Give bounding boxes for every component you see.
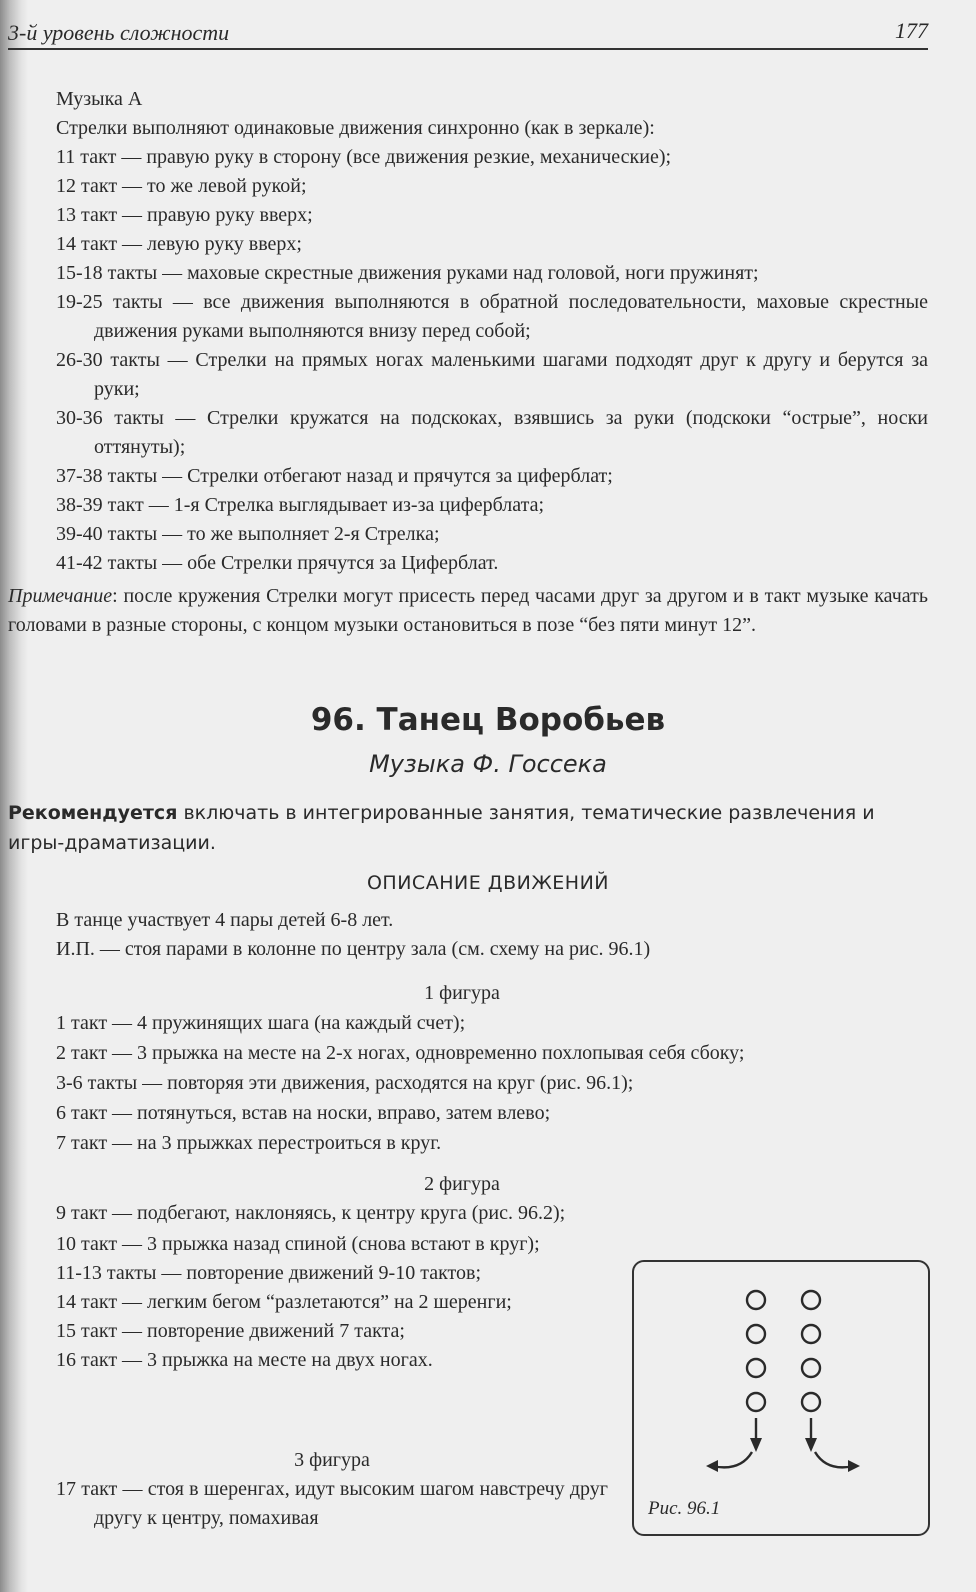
dance-subtitle: Музыка Ф. Госсека: [369, 750, 607, 778]
figure-2-steps: [56, 1230, 608, 1375]
figure-2-heading: 2 фигура: [424, 1173, 500, 1195]
step-line: 39-40 такты — то же выполняет 2-я Стрелка;: [56, 523, 440, 545]
dancer-marker: [802, 1291, 820, 1309]
step-line: 30-36 такты — Стрелки кружатся на подскоках, взявшись за руки (подскоки “острые”, носки оттянуты);: [56, 407, 928, 458]
dancer-marker: [747, 1291, 765, 1309]
step-line: 19-25 такты — все движения выполняются в обратной последовательности, маховые скрестные движения руками выполняются внизу перед собой;: [56, 291, 928, 342]
step-line: 3-6 такты — повторяя эти движения, расходятся на круг (рис. 96.1);: [56, 1072, 634, 1094]
step-line: 12 такт — то же левой рукой;: [56, 175, 307, 197]
step-line: 26-30 такты — Стрелки на прямых ногах маленькими шагами подходят друг к другу и берутся за руки;: [56, 349, 928, 400]
step-line: 41-42 такты — обе Стрелки прячутся за Циферблат.: [56, 552, 499, 574]
note-paragraph: [8, 582, 928, 640]
arrowhead: [706, 1460, 718, 1472]
previous-dance-section: [56, 85, 928, 578]
running-header: [8, 14, 928, 50]
dancer-marker: [747, 1325, 765, 1343]
step-line: 13 такт — правую руку вверх;: [56, 204, 313, 226]
step-line: 15-18 такты — маховые скрестные движения руками над головой, ноги пружинят;: [56, 262, 759, 284]
step-line: 2 такт — 3 прыжка на месте на 2-х ногах, одновременно похлопывая себя сбоку;: [56, 1042, 745, 1064]
intro-line: В танце участвует 4 пары детей 6-8 лет.: [56, 909, 394, 931]
arrowhead: [750, 1438, 762, 1452]
step-line: 6 такт — потянуться, встав на носки, вправо, затем влево;: [56, 1102, 551, 1124]
description-intro: [56, 906, 928, 964]
recommend-label: Рекомендуется: [8, 802, 178, 824]
step-line: 1 такт — 4 пружинящих шага (на каждый счет);: [56, 1012, 466, 1034]
arrowhead: [805, 1438, 817, 1452]
note-text: [8, 582, 928, 640]
figure-1-section: [56, 978, 928, 1158]
step-line: 37-38 такты — Стрелки отбегают назад и прячутся за циферблат;: [56, 465, 613, 487]
step-line: 16 такт — 3 прыжка на месте на двух ногах.: [56, 1349, 433, 1371]
dance-title: 96. Танец Воробьев: [310, 702, 666, 738]
description-heading: ОПИСАНИЕ ДВИЖЕНИЙ: [366, 872, 610, 894]
step-line: 11 такт — правую руку в сторону (все движения резкие, механические);: [56, 146, 672, 168]
note-label: Примечание: [8, 585, 113, 607]
step-line: 14 такт — легким бегом “разлетаются” на 2 шеренги;: [56, 1291, 512, 1313]
header-section-title: 3-й уровень сложности: [8, 20, 230, 45]
recommendation: [8, 798, 928, 858]
step-line: 14 такт — левую руку вверх;: [56, 233, 302, 255]
dancer-marker: [802, 1325, 820, 1343]
step-line: 10 такт — 3 прыжка назад спиной (снова встают в круг);: [56, 1233, 540, 1255]
step-line: 17 такт — стоя в шеренгах, идут высоким шагом навстречу друг другу к центру, помахивая: [56, 1478, 608, 1529]
figure-3-section: [56, 1446, 608, 1533]
page-number: 177: [895, 18, 928, 43]
step-line: 11-13 такты — повторение движений 9-10 тактов;: [56, 1262, 482, 1284]
dancer-marker: [747, 1393, 765, 1411]
formation-diagram: [632, 1260, 930, 1536]
figure-2-section: [56, 1170, 928, 1228]
recommend-text: включать в интегрированные занятия, тематические развлечения и игры-драматизации.: [8, 802, 875, 854]
figure-1-heading: 1 фигура: [424, 982, 500, 1004]
step-line: 7 такт — на 3 прыжках перестроиться в круг.: [56, 1132, 442, 1154]
formation-diagram-svg: [634, 1262, 928, 1534]
step-line: 15 такт — повторение движений 7 такта;: [56, 1320, 405, 1342]
music-label: Музыка А: [56, 88, 143, 110]
figure-3-heading: 3 фигура: [294, 1449, 370, 1471]
step-line: 9 такт — подбегают, наклоняясь, к центру круга (рис. 96.2);: [56, 1202, 566, 1224]
dancer-marker: [802, 1359, 820, 1377]
step-line: 38-39 такт — 1-я Стрелка выглядывает из-за циферблата;: [56, 494, 545, 516]
dancer-marker: [747, 1359, 765, 1377]
intro-text: Стрелки выполняют одинаковые движения синхронно (как в зеркале):: [56, 117, 655, 139]
figure-caption: Рис. 96.1: [648, 1498, 721, 1519]
dancer-marker: [802, 1393, 820, 1411]
arrowhead: [848, 1460, 860, 1472]
intro-line: И.П. — стоя парами в колонне по центру зала (см. схему на рис. 96.1): [56, 938, 651, 960]
note-body: : после кружения Стрелки могут присесть перед часами друг за другом и в такт музыке качать головами в разные стороны, с концом музыки остановиться в позе “без пяти минут 12”.: [8, 585, 928, 636]
